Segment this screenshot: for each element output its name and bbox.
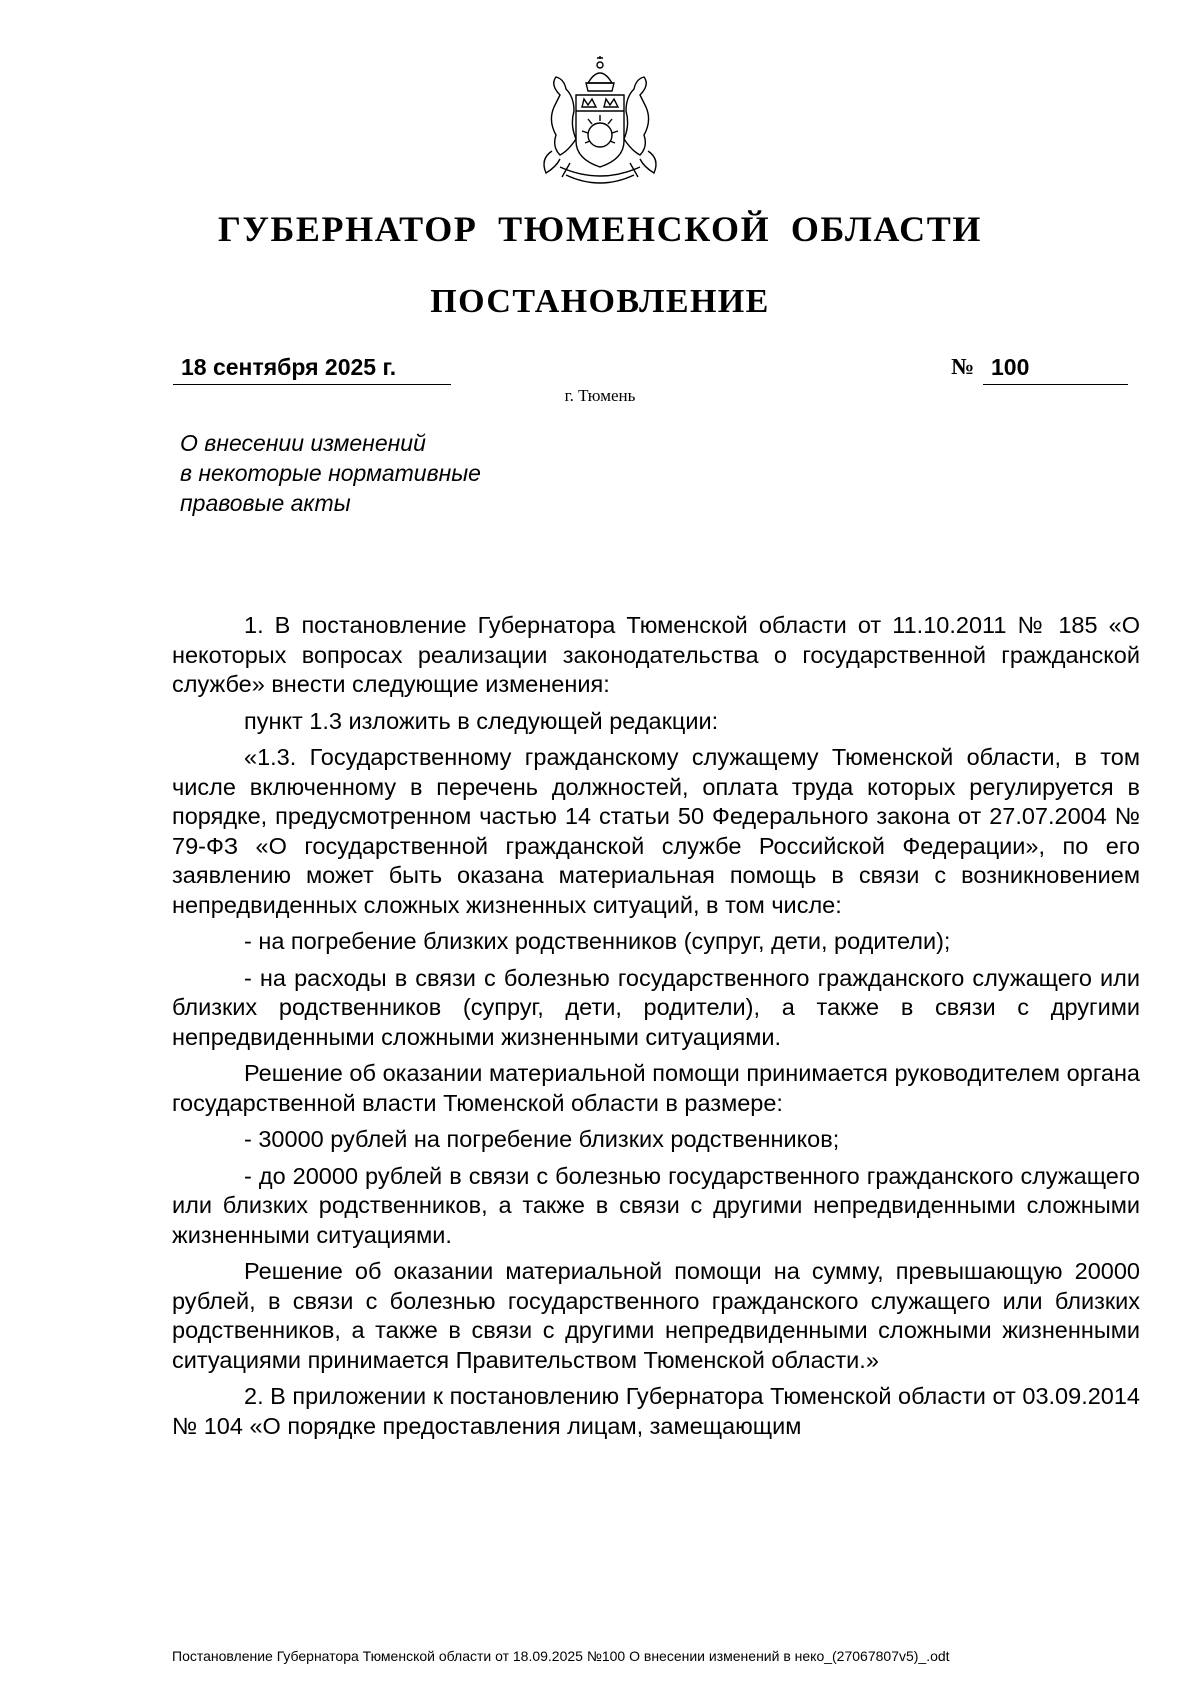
paragraph: - 30000 рублей на погребение близких родственников; [244, 1126, 840, 1152]
page-footer: Постановление Губернатора Тюменской области от 18.09.2025 №100 О внесении изменений в неко_(27067807v5)_.odt [172, 1648, 950, 1664]
paragraph: Решение об оказании материальной помощи принимается руководителем органа государственной власти Тюменской области в размере: [172, 1060, 1140, 1116]
paragraph: 1. В постановление Губернатора Тюменской области от 11.10.2011 № 185 «О некоторых вопросах реализации законодательства о государственной гражданской службе» внести следующие изменения: [172, 612, 1140, 697]
paragraph: пункт 1.3 изложить в следующей редакции: [244, 707, 719, 734]
paragraph: - до 20000 рублей в связи с болезнью государственного гражданского служащего или близких родственников, а также в связи с другими непредвиденными сложными жизненными ситуациями. [172, 1162, 1140, 1248]
date-field [173, 354, 451, 385]
paragraph: - на расходы в связи с болезнью государственного гражданского служащего или близких родственников (супруг, дети, родители), а также в связи с другими непредвиденными сложными жизненными ситуациями. [172, 964, 1140, 1050]
city-label: г. Тюмень [564, 386, 636, 405]
subject-line: правовые акты [180, 490, 351, 516]
document-subject [180, 428, 560, 518]
paragraph: Решение об оказании материальной помощи на сумму, превышающую 20000 рублей, в связи с болезнью государственного гражданского служащего или близких родственников, а также в связи с другими непредвиденными сложными жизненными ситуациями принимается Правительством Тюменской области.» [172, 1258, 1140, 1373]
paragraph: - на погребение близких родственников (супруг, дети, родители); [244, 928, 951, 954]
document-number: 100 [991, 354, 1030, 380]
number-label: № [951, 354, 975, 379]
paragraph: 2. В приложении к постановлению Губернатора Тюменской области от 03.09.2014 № 104 «О порядке предоставления лицам, замещающим [172, 1383, 1140, 1439]
number-field [983, 354, 1128, 385]
authority-title: ГУБЕРНАТОР ТЮМЕНСКОЙ ОБЛАСТИ [218, 209, 982, 249]
subject-line: в некоторые нормативные [180, 460, 481, 486]
document-body [172, 611, 1140, 1448]
document-type-title: ПОСТАНОВЛЕНИЕ [430, 283, 770, 320]
document-date: 18 сентября 2025 г. [181, 354, 397, 380]
subject-line: О внесении изменений [180, 430, 426, 456]
paragraph: «1.3. Государственному гражданскому служащему Тюменской области, в том числе включенному в перечень должностей, оплата труда которых регулируется в порядке, предусмотренном частью 14 статьи 50 Федерального закона от 27.07.2004 № 79-ФЗ «О государственной гражданской службе Российской Федерации», по его заявлению может быть оказана материальная помощь в связи с возникновением непредвиденных сложных жизненных ситуаций, в том числе: [172, 744, 1140, 918]
coat-of-arms-icon [530, 55, 670, 193]
